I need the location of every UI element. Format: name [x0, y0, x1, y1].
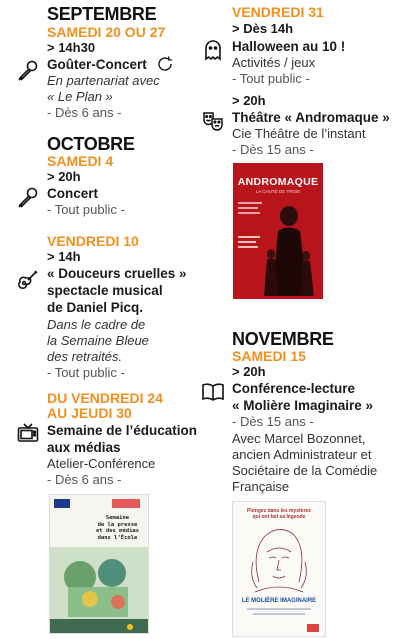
event-title: Semaine de l’éducation [47, 423, 198, 438]
event-title: aux médias [47, 440, 121, 455]
event-date: DU VENDREDI 24 [47, 390, 163, 406]
microphone-icon [16, 58, 40, 82]
event-age: - Dès 15 ans - [232, 142, 314, 157]
guitar-icon [16, 268, 40, 292]
event-age: - Dès 6 ans - [47, 472, 122, 487]
andromaque-poster [233, 163, 323, 299]
event-age: - Dès 15 ans - [232, 414, 314, 429]
poster-title: ANDROMAQUE [237, 176, 319, 188]
poster-text: de la presse [97, 521, 138, 528]
event-title: « Molière Imaginaire » [232, 398, 374, 413]
event-title: Goûter-Concert [47, 57, 147, 72]
poster-text: qui ont fait sa légende [252, 514, 306, 520]
event-time: > 14h [47, 249, 81, 264]
event-audience: - Tout public - [47, 202, 125, 217]
ghost-icon [201, 38, 225, 62]
event-title: spectacle musical [47, 283, 163, 298]
event-note: Cie Théâtre de l’instant [232, 126, 366, 141]
event-note: la Semaine Bleue [47, 333, 149, 348]
event-note: Sociétaire de la Comédie [232, 463, 378, 478]
poster-title: LE MOLIÈRE IMAGINAIRE [241, 598, 317, 604]
event-title: Conférence-lecture [232, 381, 356, 396]
poster-text: dans l’École [97, 534, 138, 541]
media-week-poster [49, 494, 149, 634]
poster-text: Plongez dans les mystères [247, 508, 311, 514]
event-note: Avec Marcel Bozonnet, [232, 431, 366, 446]
event-title: Théâtre « Andromaque » [232, 110, 390, 125]
microphone-icon [16, 185, 40, 209]
event-note: Activités / jeux [232, 55, 316, 70]
event-note: En partenariat avec [47, 73, 160, 88]
book-icon [201, 380, 225, 404]
event-audience: - Tout public - [232, 71, 310, 86]
event-title: Concert [47, 186, 99, 201]
event-time: > 14h30 [47, 40, 96, 55]
event-title: « Douceurs cruelles » [47, 266, 187, 281]
event-title: Halloween au 10 ! [232, 39, 346, 54]
event-note: Française [232, 479, 290, 494]
event-time: > Dès 14h [232, 21, 294, 36]
moliere-poster [232, 501, 326, 637]
event-time: > 20h [232, 93, 266, 108]
event-date: VENDREDI 10 [47, 233, 139, 249]
event-audience: - Tout public - [47, 365, 125, 380]
poster-subtitle: LA CHUTE DE TROIE [255, 189, 301, 194]
event-date: AU JEUDI 30 [47, 405, 132, 421]
month-october: OCTOBRE [47, 134, 135, 154]
event-note: des retraités. [47, 349, 123, 364]
event-date: SAMEDI 20 OU 27 [47, 24, 166, 40]
event-date: SAMEDI 4 [47, 153, 114, 169]
poster-text: Semaine [105, 515, 130, 521]
refresh-icon [156, 55, 174, 73]
tv-icon [16, 421, 40, 445]
event-date: VENDREDI 31 [232, 4, 324, 20]
month-november: NOVEMBRE [232, 329, 334, 349]
event-note: Atelier-Conférence [47, 456, 156, 471]
event-title: de Daniel Picq. [47, 300, 144, 315]
event-note: Dans le cadre de [47, 317, 146, 332]
theatre-masks-icon [201, 109, 225, 133]
event-note: « Le Plan » [47, 89, 113, 104]
event-age: - Dès 6 ans - [47, 105, 122, 120]
poster-text: et des médias [95, 528, 140, 534]
event-time: > 20h [47, 169, 81, 184]
event-date: SAMEDI 15 [232, 348, 306, 364]
month-september: SEPTEMBRE [47, 4, 157, 24]
event-note: ancien Administrateur et [232, 447, 372, 462]
event-time: > 20h [232, 364, 266, 379]
